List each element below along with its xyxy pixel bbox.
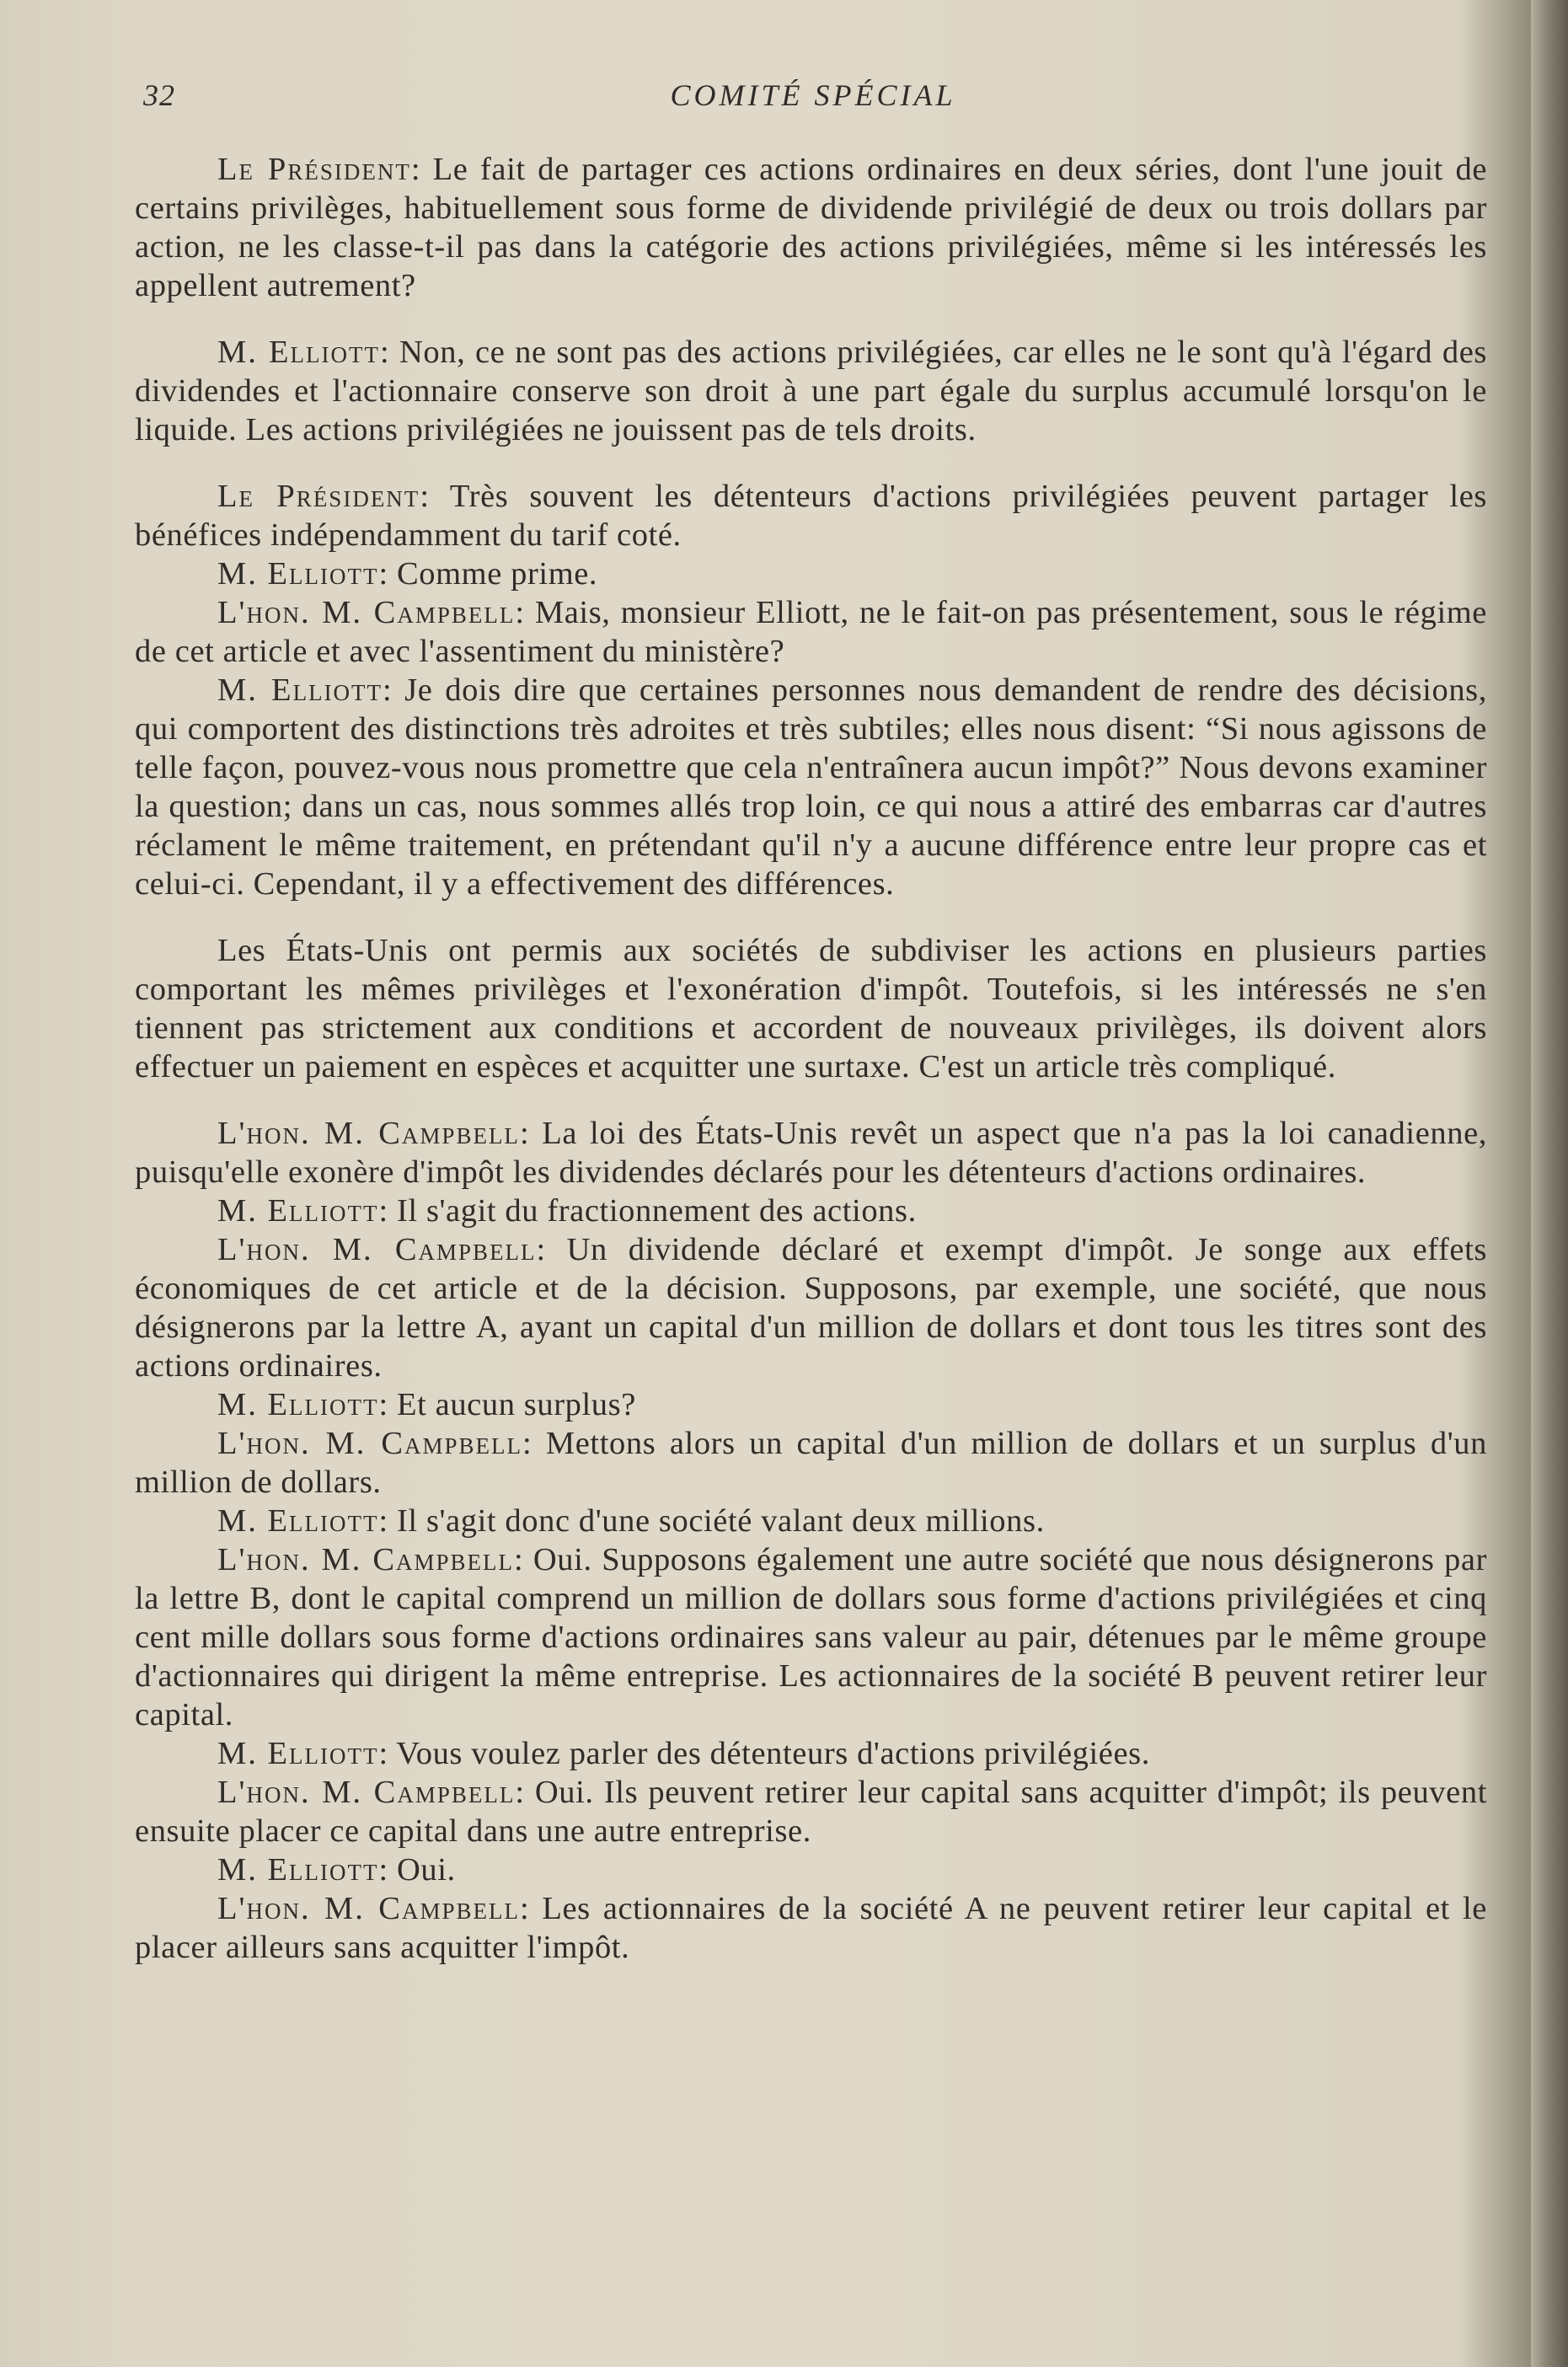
speaker-separator: :	[378, 1387, 397, 1422]
speaker-separator: :	[515, 595, 535, 630]
speaker-separator: :	[515, 1775, 535, 1810]
paragraph-text: Et aucun surplus?	[397, 1387, 636, 1422]
speaker-name: L'hon. M. Campbell	[217, 1542, 515, 1577]
paragraph-text: Il s'agit donc d'une société valant deux millions.	[397, 1503, 1045, 1539]
transcript-paragraph	[135, 1424, 1487, 1502]
paragraph-text: Mais, monsieur Elliott, ne le fait-on pas présentement, sous le régime de cet article et avec l'assentiment du ministère?	[135, 595, 1487, 669]
transcript-paragraph	[135, 150, 1487, 305]
speaker-name: L'hon. M. Campbell	[217, 1891, 520, 1926]
speaker-separator: :	[519, 1116, 543, 1151]
speaker-name: L'hon. M. Campbell	[217, 1775, 516, 1810]
speaker-name: Le Président	[217, 479, 420, 514]
transcript-paragraph	[135, 333, 1487, 449]
paragraph-text: Non, ce ne sont pas des actions privilégiées, car elles ne le sont qu'à l'égard des dividendes et l'actionnaire conserve son droit à une part égale du surplus accumulé lorsqu'on le liquide. Les actions privilégiées ne jouissent pas de tels droits.	[135, 335, 1488, 447]
paragraph-text: Le fait de partager ces actions ordinaires en deux séries, dont l'une jouit de certains privilèges, habituellement sous forme de dividende privilégié de deux ou trois dollars par action, ne les classe-t-il pas dans la catégorie des actions privilégiées, même si les intéressés les appellent autrement?	[135, 152, 1488, 303]
speaker-name: M. Elliott	[217, 1852, 379, 1888]
transcript-paragraph	[135, 1502, 1487, 1540]
speaker-separator: :	[536, 1232, 567, 1267]
speaker-name: L'hon. M. Campbell	[217, 595, 516, 630]
paragraph-text: Un dividende déclaré et exempt d'impôt. Je songe aux effets économiques de cet article et de la décision. Supposons, par exemple, une société, que nous désignerons par la lettre A, ayant un capital d'un million de dollars et dont tous les titres sont des actions ordinaires.	[135, 1232, 1487, 1384]
speaker-name: M. Elliott	[217, 1387, 379, 1422]
speaker-separator: :	[420, 479, 450, 514]
paragraph-text: Très souvent les détenteurs d'actions privilégiées peuvent partager les bénéfices indépendamment du tarif coté.	[135, 479, 1487, 553]
speaker-separator: :	[378, 1736, 397, 1771]
paragraph-text: Oui. Ils peuvent retirer leur capital sans acquitter d'impôt; ils peuvent ensuite placer ce capital dans une autre entreprise.	[135, 1775, 1487, 1849]
paragraph-text: Oui. Supposons également une autre société que nous désignerons par la lettre B, dont le capital comprend un million de dollars sous forme d'actions privilégiées et cinq cent mille dollars sous forme d'actions ordinaires sans valeur au pair, détenues par le même groupe d'actionnaires qui dirigent la même entreprise. Les actionnaires de la société B peuvent retirer leur capital.	[135, 1542, 1487, 1732]
transcript-paragraph	[135, 1385, 1487, 1424]
speaker-separator: :	[378, 1503, 397, 1539]
speaker-separator: :	[514, 1542, 533, 1577]
paragraph-text: Il s'agit du fractionnement des actions.	[397, 1193, 917, 1229]
speaker-separator: :	[379, 335, 399, 370]
speaker-name: Le Président	[217, 152, 411, 187]
speaker-name: M. Elliott	[217, 672, 383, 708]
transcript-paragraph	[135, 1773, 1487, 1850]
speaker-separator: :	[378, 1852, 397, 1888]
transcript-paragraph	[135, 671, 1487, 903]
transcript-paragraph	[135, 1192, 1487, 1230]
speaker-separator: :	[520, 1891, 543, 1926]
transcript-paragraph	[135, 593, 1487, 671]
transcript-body	[135, 150, 1487, 1967]
transcript-paragraph	[135, 554, 1487, 593]
paragraph-text: Vous voulez parler des détenteurs d'actions privilégiées.	[396, 1736, 1150, 1771]
transcript-paragraph	[135, 477, 1487, 554]
running-title: COMITÉ SPÉCIAL	[670, 78, 956, 112]
speaker-name: M. Elliott	[217, 335, 380, 370]
transcript-paragraph	[135, 931, 1487, 1086]
paragraph-text: Les États-Unis ont permis aux sociétés de subdiviser les actions en plusieurs parties comportant les mêmes privilèges et l'exonération d'impôt. Toutefois, si les intéressés ne s'en tiennent pas strictement aux conditions et accordent de nouveaux privilèges, ils doivent alors effectuer un paiement en espèces et acquitter une surtaxe. C'est un article très compliqué.	[135, 933, 1487, 1084]
transcript-paragraph	[135, 1114, 1487, 1192]
speaker-separator: :	[378, 556, 397, 592]
speaker-separator: :	[378, 1193, 397, 1229]
paragraph-text: Les actionnaires de la société A ne peuvent retirer leur capital et le placer ailleurs sans acquitter l'impôt.	[135, 1891, 1487, 1965]
page-number: 32	[143, 78, 175, 112]
speaker-separator: :	[410, 152, 433, 187]
speaker-name: M. Elliott	[217, 1736, 379, 1771]
transcript-paragraph	[135, 1230, 1487, 1385]
paragraph-text: Oui.	[397, 1852, 456, 1888]
speaker-separator: :	[522, 1426, 546, 1461]
speaker-name: M. Elliott	[217, 556, 379, 592]
transcript-paragraph	[135, 1850, 1487, 1889]
paragraph-text: Je dois dire que certaines personnes nous demandent de rendre des décisions, qui comportent des distinctions très adroites et très subtiles; elles nous disent: “Si nous agissons de telle façon, pouvez-vous nous promettre que cela n'entraînera aucun impôt?” Nous devons examiner la question; dans un cas, nous sommes allés trop loin, ce qui nous a attiré des embarras car d'autres réclament le même traitement, en prétendant qu'il n'y a aucune différence entre leur propre cas et celui-ci. Cependant, il y a effectivement des différences.	[135, 672, 1487, 902]
speaker-name: L'hon. M. Campbell	[217, 1232, 537, 1267]
transcript-paragraph	[135, 1540, 1487, 1734]
page-edge	[1531, 0, 1568, 2367]
speaker-name: M. Elliott	[217, 1193, 379, 1229]
speaker-name: L'hon. M. Campbell	[217, 1426, 523, 1461]
paragraph-text: La loi des États-Unis revêt un aspect que n'a pas la loi canadienne, puisqu'elle exonère d'impôt les dividendes déclarés pour les détenteurs d'actions ordinaires.	[135, 1116, 1488, 1190]
paragraph-text: Mettons alors un capital d'un million de dollars et un surplus d'un million de dollars.	[135, 1426, 1487, 1500]
transcript-paragraph	[135, 1889, 1487, 1967]
speaker-separator: :	[383, 672, 405, 708]
page-header	[143, 78, 1483, 128]
speaker-name: L'hon. M. Campbell	[217, 1116, 520, 1151]
speaker-name: M. Elliott	[217, 1503, 379, 1539]
transcript-paragraph	[135, 1734, 1487, 1773]
paragraph-text: Comme prime.	[397, 556, 598, 592]
